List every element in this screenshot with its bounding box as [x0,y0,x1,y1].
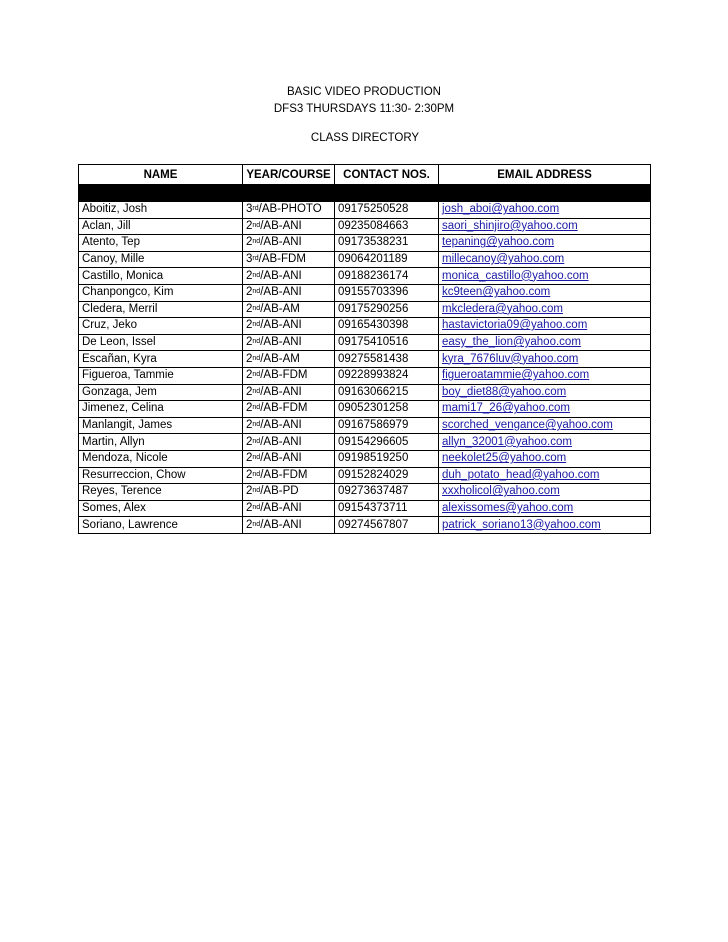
year-ordinal-suffix: nd [252,271,261,279]
year-course-cell [243,351,335,368]
year-ordinal-suffix: nd [252,470,261,478]
table-row [79,467,651,484]
table-row [79,434,651,451]
year-ordinal-suffix: nd [252,371,261,379]
email-cell [439,484,651,501]
table-row [79,351,651,368]
year-level: 2 [246,452,253,465]
email-cell [439,235,651,252]
email-link[interactable]: mkcledera@yahoo.com [442,302,563,315]
year-course-cell [243,517,335,534]
year-level: 2 [246,219,253,232]
contact-number: 09173538231 [335,235,439,252]
student-name: Gonzaga, Jem [79,384,243,401]
header-spacer [0,118,728,130]
year-level: 2 [246,302,253,315]
table-row [79,268,651,285]
student-name: De Leon, Issel [79,334,243,351]
year-course-cell [243,434,335,451]
band-cell [243,185,335,202]
email-link[interactable]: millecanoy@yahoo.com [442,253,565,266]
email-link[interactable]: monica_castillo@yahoo.com [442,269,589,282]
year-course-cell [243,235,335,252]
course-code: /AB-ANI [260,336,302,349]
student-name: Canoy, Mille [79,251,243,268]
column-header-year-course: YEAR/COURSE [243,165,335,185]
student-name: Figueroa, Tammie [79,367,243,384]
year-level: 2 [246,419,253,432]
year-course-cell [243,417,335,434]
table-row [79,318,651,335]
year-course-cell [243,500,335,517]
table-row [79,401,651,418]
document-header [0,84,728,147]
email-link[interactable]: josh_aboi@yahoo.com [442,203,560,216]
contact-number: 09064201189 [335,251,439,268]
student-name: Reyes, Terence [79,484,243,501]
year-level: 3 [246,253,253,266]
email-link[interactable]: mami17_26@yahoo.com [442,402,571,415]
email-link[interactable]: patrick_soriano13@yahoo.com [442,518,601,531]
year-course-cell [243,268,335,285]
table-row [79,500,651,517]
year-course-cell [243,467,335,484]
year-level: 2 [246,286,253,299]
course-code: /AB-ANI [260,452,302,465]
year-level: 2 [246,485,253,498]
year-ordinal-suffix: nd [252,338,261,346]
email-link[interactable]: xxxholicol@yahoo.com [442,485,560,498]
year-level: 2 [246,269,253,282]
course-code: /AB-ANI [260,319,302,332]
table-row [79,384,651,401]
email-cell [439,351,651,368]
year-course-cell [243,450,335,467]
student-name: Jimenez, Celina [79,401,243,418]
email-cell [439,467,651,484]
year-course-cell [243,284,335,301]
year-ordinal-suffix: nd [252,288,261,296]
student-name: Mendoza, Nicole [79,450,243,467]
year-ordinal-suffix: nd [252,454,261,462]
student-name: Manlangit, James [79,417,243,434]
email-link[interactable]: boy_diet88@yahoo.com [442,385,567,398]
year-course-cell [243,384,335,401]
email-link[interactable]: hastavictoria09@yahoo.com [442,319,588,332]
contact-number: 09167586979 [335,417,439,434]
course-code: /AB-ANI [260,501,302,514]
student-name: Castillo, Monica [79,268,243,285]
year-ordinal-suffix: rd [252,255,259,263]
contact-number: 09175410516 [335,334,439,351]
email-link[interactable]: tepaning@yahoo.com [442,236,555,249]
contact-number: 09275581438 [335,351,439,368]
email-cell [439,401,651,418]
student-name: Martin, Allyn [79,434,243,451]
band-cell [79,185,243,202]
year-level: 3 [246,203,253,216]
band-cell [335,185,439,202]
course-code: /AB-FDM [260,369,308,382]
year-level: 2 [246,501,253,514]
course-code: /AB-ANI [260,518,302,531]
year-level: 2 [246,402,253,415]
year-level: 2 [246,236,253,249]
year-ordinal-suffix: nd [252,387,261,395]
course-code: /AB-FDM [258,253,306,266]
table-row [79,301,651,318]
contact-number: 09273637487 [335,484,439,501]
student-name: Atento, Tep [79,235,243,252]
student-name: Aboitiz, Josh [79,202,243,219]
email-link[interactable]: allyn_32001@yahoo.com [442,435,572,448]
year-level: 2 [246,435,253,448]
year-ordinal-suffix: nd [252,520,261,528]
course-code: /AB-ANI [260,286,302,299]
email-link[interactable]: alexissomes@yahoo.com [442,501,574,514]
contact-number: 09274567807 [335,517,439,534]
class-schedule: DFS3 THURSDAYS 11:30- 2:30PM [273,103,455,115]
email-cell [439,284,651,301]
table-row [79,517,651,534]
year-course-cell [243,251,335,268]
year-ordinal-suffix: nd [252,221,261,229]
class-directory-table [78,164,651,534]
email-link[interactable]: duh_potato_head@yahoo.com [442,468,600,481]
year-course-cell [243,367,335,384]
course-code: /AB-ANI [260,269,302,282]
course-code: /AB-AM [260,302,300,315]
email-link[interactable]: easy_the_lion@yahoo.com [442,336,581,349]
course-code: /AB-ANI [260,219,302,232]
contact-number: 09152824029 [335,467,439,484]
year-level: 2 [246,518,253,531]
contact-number: 09163066215 [335,384,439,401]
table-row [79,334,651,351]
table-row [79,417,651,434]
email-link[interactable]: scorched_vengance@yahoo.com [442,419,613,432]
email-link[interactable]: saori_shinjiro@yahoo.com [442,219,578,232]
course-title: BASIC VIDEO PRODUCTION [287,86,441,98]
contact-number: 09198519250 [335,450,439,467]
year-ordinal-suffix: nd [252,437,261,445]
year-level: 2 [246,369,253,382]
student-name: Escañan, Kyra [79,351,243,368]
header-band [79,185,651,202]
table-row [79,484,651,501]
email-cell [439,434,651,451]
year-level: 2 [246,385,253,398]
year-course-cell [243,218,335,235]
email-link[interactable]: neekolet25@yahoo.com [442,452,567,465]
year-ordinal-suffix: rd [252,205,259,213]
student-name: Somes, Alex [79,500,243,517]
contact-number: 09188236174 [335,268,439,285]
year-level: 2 [246,352,253,365]
directory-subtitle: CLASS DIRECTORY [310,132,420,144]
course-code: /AB-FDM [260,402,308,415]
contact-number: 09154296605 [335,434,439,451]
student-name: Cledera, Merril [79,301,243,318]
table-row [79,251,651,268]
year-ordinal-suffix: nd [252,321,261,329]
course-code: /AB-ANI [260,236,302,249]
year-ordinal-suffix: nd [252,354,261,362]
table-row [79,367,651,384]
student-name: Aclan, Jill [79,218,243,235]
email-link[interactable]: kc9teen@yahoo.com [442,286,551,299]
contact-number: 09175250528 [335,202,439,219]
year-level: 2 [246,319,253,332]
email-cell [439,417,651,434]
contact-number: 09052301258 [335,401,439,418]
contact-number: 09165430398 [335,318,439,335]
contact-number: 09175290256 [335,301,439,318]
year-course-cell [243,301,335,318]
course-code: /AB-FDM [260,468,308,481]
email-cell [439,202,651,219]
course-code: /AB-ANI [260,419,302,432]
year-ordinal-suffix: nd [252,503,261,511]
email-cell [439,301,651,318]
email-link[interactable]: kyra_7676luv@yahoo.com [442,352,579,365]
band-cell [439,185,651,202]
email-cell [439,367,651,384]
table-header-row [79,165,651,185]
email-cell [439,318,651,335]
email-cell [439,500,651,517]
email-cell [439,517,651,534]
contact-number: 09228993824 [335,367,439,384]
contact-number: 09235084663 [335,218,439,235]
email-link[interactable]: figueroatammie@yahoo.com [442,369,590,382]
column-header-contact: CONTACT NOS. [335,165,439,185]
year-level: 2 [246,336,253,349]
email-cell [439,450,651,467]
course-code: /AB-PHOTO [258,203,322,216]
year-course-cell [243,334,335,351]
student-name: Soriano, Lawrence [79,517,243,534]
course-code: /AB-AM [260,352,300,365]
table-row [79,450,651,467]
course-code: /AB-ANI [260,435,302,448]
year-course-cell [243,202,335,219]
student-name: Cruz, Jeko [79,318,243,335]
year-ordinal-suffix: nd [252,304,261,312]
year-ordinal-suffix: nd [252,487,261,495]
contact-number: 09154373711 [335,500,439,517]
year-course-cell [243,484,335,501]
year-course-cell [243,401,335,418]
table-row [79,202,651,219]
email-cell [439,268,651,285]
email-cell [439,218,651,235]
table-row [79,218,651,235]
contact-number: 09155703396 [335,284,439,301]
year-level: 2 [246,468,253,481]
email-cell [439,251,651,268]
course-code: /AB-PD [260,485,299,498]
table-row [79,284,651,301]
year-ordinal-suffix: nd [252,238,261,246]
table-body [79,185,651,534]
year-ordinal-suffix: nd [252,421,261,429]
student-name: Resurreccion, Chow [79,467,243,484]
student-name: Chanpongco, Kim [79,284,243,301]
year-course-cell [243,318,335,335]
course-code: /AB-ANI [260,385,302,398]
column-header-email: EMAIL ADDRESS [439,165,651,185]
year-ordinal-suffix: nd [252,404,261,412]
table-row [79,235,651,252]
column-header-name: NAME [79,165,243,185]
email-cell [439,384,651,401]
email-cell [439,334,651,351]
